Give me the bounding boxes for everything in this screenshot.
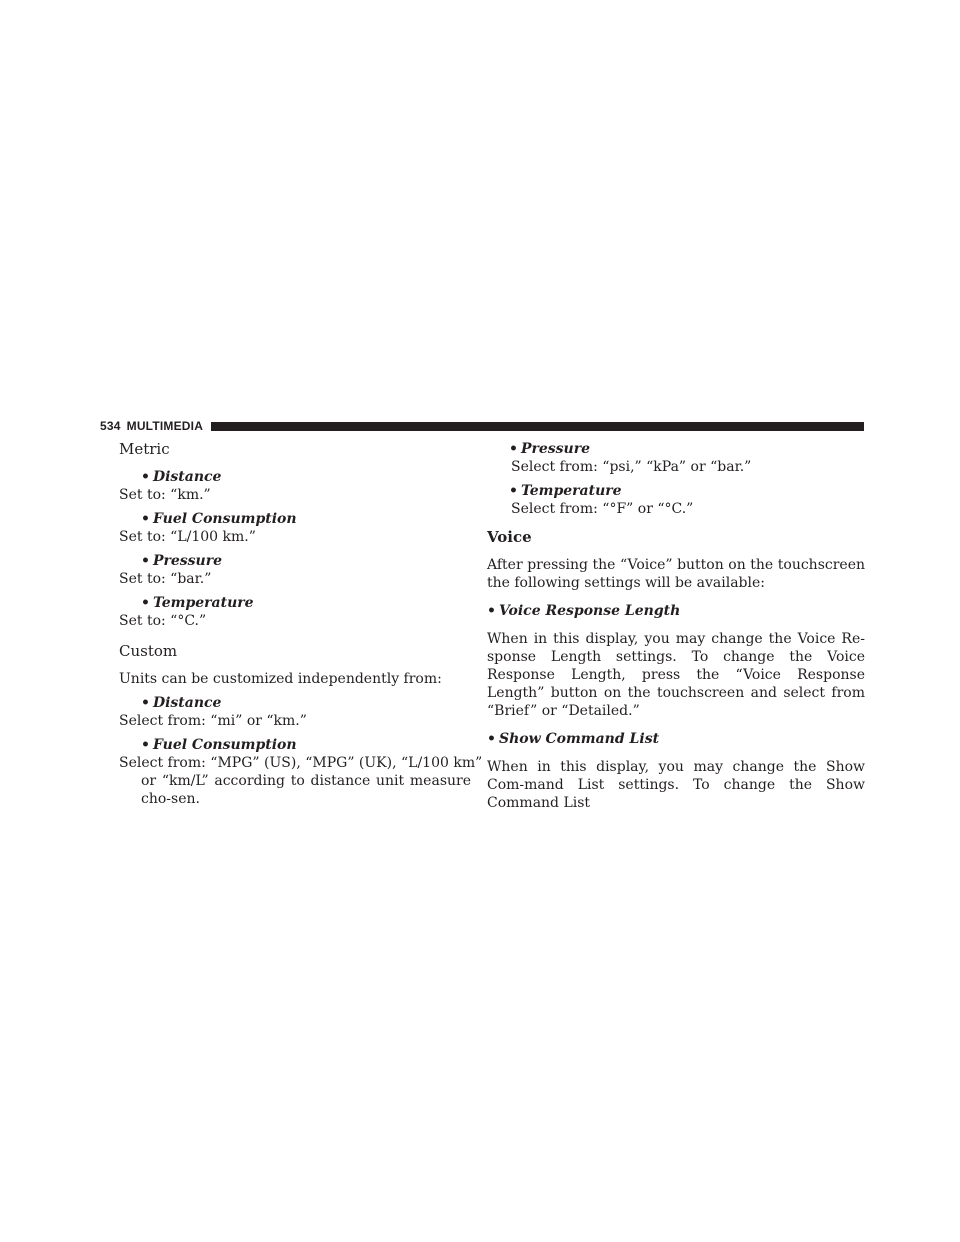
bullet-icon: • bbox=[487, 731, 496, 747]
bullet-icon: • bbox=[487, 603, 496, 619]
show-command-list-text: When in this display, you may change the Show Com-mand List settings. To change the Show Command List bbox=[487, 759, 865, 811]
bullet-icon: • bbox=[509, 441, 518, 457]
show-command-list-label: • Show Command List bbox=[487, 731, 660, 747]
custom-temperature-label: • Temperature bbox=[509, 483, 622, 499]
custom-temperature-value: Select from: “°F” or “°C.” bbox=[511, 501, 694, 517]
metric-temperature-label: • Temperature bbox=[141, 595, 254, 611]
bullet-icon: • bbox=[141, 469, 150, 485]
bullet-icon: • bbox=[141, 695, 150, 711]
voice-intro: After pressing the “Voice” button on the touchscreen the following settings will be available: bbox=[487, 557, 865, 591]
custom-distance-label: • Distance bbox=[141, 695, 222, 711]
bullet-icon: • bbox=[509, 483, 518, 499]
metric-heading: Metric bbox=[119, 440, 170, 458]
metric-distance-label: • Distance bbox=[141, 469, 222, 485]
custom-pressure-value: Select from: “psi,” “kPa” or “bar.” bbox=[511, 459, 752, 475]
metric-fuel-label: • Fuel Consumption bbox=[141, 511, 297, 527]
right-column bbox=[487, 440, 865, 822]
metric-pressure-label: • Pressure bbox=[141, 553, 222, 569]
custom-intro: Units can be customized independently from: bbox=[119, 671, 442, 687]
bullet-icon: • bbox=[141, 511, 150, 527]
custom-fuel-label: • Fuel Consumption bbox=[141, 737, 297, 753]
metric-pressure-value: Set to: “bar.” bbox=[119, 571, 212, 587]
voice-response-length-text: When in this display, you may change the Voice Re-sponse Length settings. To change the Voice Response Length, press the “Voice Response Length” button on the touchscreen and select from “Brief” or “Detailed.” bbox=[487, 631, 865, 719]
voice-heading: Voice bbox=[487, 528, 532, 546]
custom-pressure-label: • Pressure bbox=[509, 441, 590, 457]
metric-fuel-value: Set to: “L/100 km.” bbox=[119, 529, 256, 545]
page-header bbox=[100, 419, 864, 433]
page-number: 534 bbox=[100, 419, 121, 433]
custom-distance-value: Select from: “mi” or “km.” bbox=[119, 713, 307, 729]
bullet-icon: • bbox=[141, 737, 150, 753]
metric-temperature-value: Set to: “°C.” bbox=[119, 613, 207, 629]
custom-fuel-value-line1: Select from: “MPG” (US), “MPG” (UK), “L/100 km” bbox=[119, 755, 483, 771]
left-column bbox=[119, 440, 483, 808]
bullet-icon: • bbox=[141, 553, 150, 569]
bullet-icon: • bbox=[141, 595, 150, 611]
section-title: MULTIMEDIA bbox=[126, 419, 204, 433]
header-rule bbox=[211, 422, 864, 431]
custom-fuel-value-rest: or “km/L” according to distance unit measure cho-sen. bbox=[141, 773, 471, 807]
custom-heading: Custom bbox=[119, 642, 178, 660]
voice-response-length-label: • Voice Response Length bbox=[487, 603, 681, 619]
metric-distance-value: Set to: “km.” bbox=[119, 487, 211, 503]
